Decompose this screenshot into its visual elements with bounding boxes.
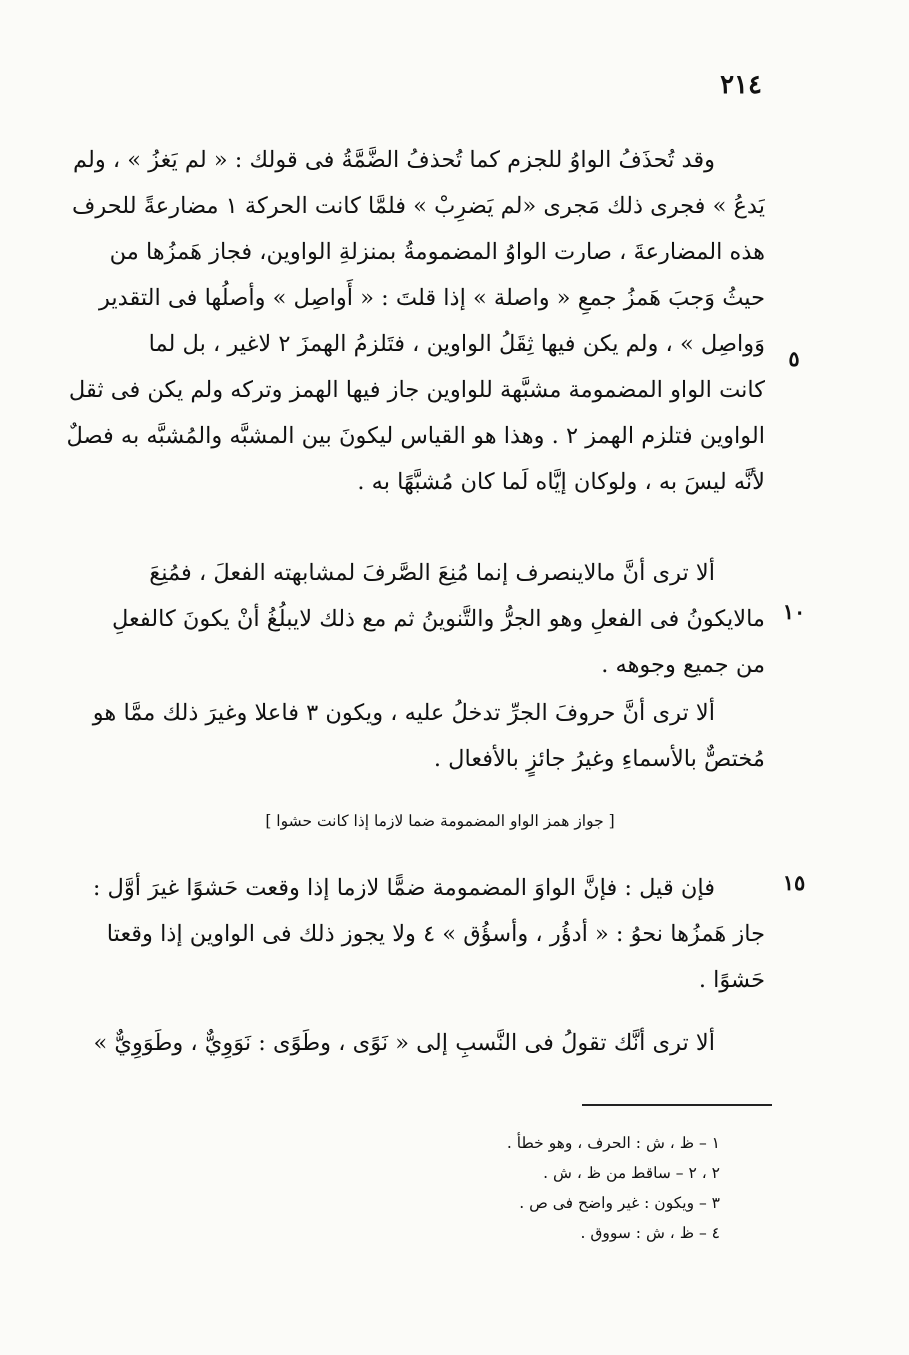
text-line: ألا ترى أنَّ حروفَ الجرِّ تدخلُ عليه ، ويكون ٣ فاعلا وغيرَ ذلك ممَّا هو	[92, 700, 715, 726]
line-number-5: ٥	[788, 346, 800, 371]
paragraph-1	[35, 137, 765, 505]
paragraph-5	[35, 1020, 765, 1066]
text-line: ألا ترى أنَّك تقولُ فى النَّسبِ إلى « نَوًى ، وطَوًى : نَوَوِيٌّ ، وطَوَوِيٌّ »	[93, 1030, 715, 1056]
footnote-separator	[582, 1104, 772, 1106]
text-line: حَشوًا .	[698, 967, 765, 993]
footnotes	[360, 1128, 720, 1248]
text-line: مالايكونُ فى الفعلِ وهو الجرُّ والتَّنوينُ ثم مع ذلك لايبلُغُ أنْ يكونَ كالفعلِ	[112, 606, 765, 632]
text-line: الواوين فتلزم الهمز ٢ . وهذا هو القياس ليكونَ بين المشبَّه والمُشبَّه به فصلٌ	[66, 423, 765, 449]
text-line: ألا ترى أنَّ مالاينصرف إنما مُنِعَ الصَّرفَ لمشابهته الفعلَ ، فمُنِعَ	[149, 560, 715, 586]
paragraph-3	[35, 690, 765, 782]
text-line: لأنَّه ليسَ به ، ولوكان إيَّاه لَما كان مُشبَّهًا به .	[357, 469, 765, 495]
section-heading: [ جواز همز الواو المضمومة ضما لازما إذا كانت حشوا ]	[265, 812, 615, 830]
page-number: ٢١٤	[720, 70, 762, 100]
footnote-2: ٢ ، ٢ – ساقط من ظ ، ش .	[543, 1164, 720, 1182]
paragraph-4	[35, 865, 765, 1003]
text-line: فإن قيل : فإنَّ الواوَ المضمومة ضمًّا لازما إذا وقعت حَشوًا غيرَ أوَّل :	[92, 875, 715, 901]
text-line: هذه المضارعةَ ، صارت الواوُ المضمومةُ بمنزلةِ الواوين، فجاز هَمزُها من	[109, 239, 765, 265]
text-line: مُختصٌّ بالأسماءِ وغيرُ جائزٍ بالأفعال .	[433, 746, 765, 772]
text-line: وَواصِل » ، ولم يكن فيها ثِقَلُ الواوين ، فتَلزمُ الهمزَ ٢ لاغير ، بل لما	[148, 331, 765, 357]
text-line: من جميع وجوهه .	[601, 652, 765, 678]
text-line: كانت الواو المضمومة مشبَّهة للواوين جاز فيها الهمز وتركه ولم يكن فى ثقل	[68, 377, 765, 403]
footnote-4: ٤ – ظ ، ش : سووق .	[580, 1224, 720, 1242]
text-line: جاز هَمزُها نحوُ : « أدؤُر ، وأسؤُق » ٤ ولا يجوز ذلك فى الواوين إذا وقعتا	[106, 921, 765, 947]
text-line: حيثُ وَجبَ هَمزُ جمعِ « واصلة » إذا قلتَ : « أَواصِل » وأصلُها فى التقدير	[98, 285, 765, 311]
line-number-15: ١٥	[782, 870, 806, 895]
footnote-3: ٣ – ويكون : غير واضح فى ص .	[519, 1194, 720, 1212]
line-number-10: ١٠	[782, 599, 806, 624]
footnote-1: ١ – ظ ، ش : الحرف ، وهو خطأ .	[506, 1134, 720, 1152]
text-line: وقد تُحذَفُ الواوُ للجزم كما تُحذفُ الضَّمَّةُ فى قولك : « لم يَغزُ » ، ولم	[73, 147, 715, 173]
text-line: يَدعُ » فجرى ذلك مَجرى «لم يَضرِبْ » فلمَّا كانت الحركة ١ مضارعةً للحرف	[72, 193, 765, 219]
paragraph-2	[35, 550, 765, 688]
